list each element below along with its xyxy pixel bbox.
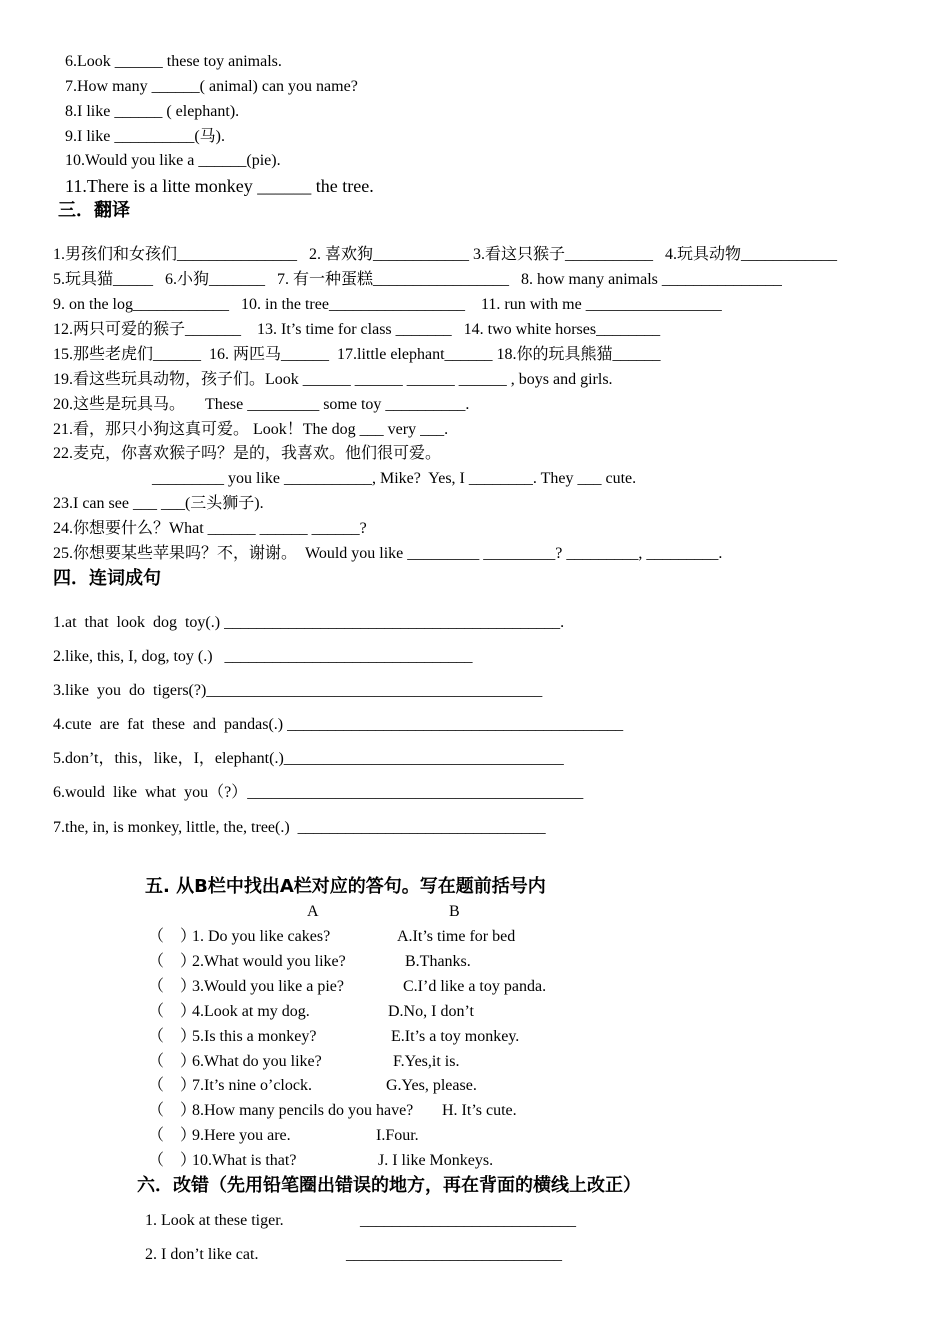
answer-paren[interactable]: （ ） [148, 978, 197, 995]
translate-item: 5.玩具猫_____ 6.小狗_______ 7. 有一种蛋糕_________________ 8. how many animals _______________ [53, 271, 782, 288]
fill-item: 8.I like ______ ( elephant). [65, 103, 240, 120]
answer-b: E.It’s a toy monkey. [391, 1028, 520, 1045]
matching-row [148, 952, 346, 972]
word-order-item: 6.would like what you（?）__________________________________________ [53, 784, 584, 801]
translate-item: 21.看，那只小狗这真可爱。 Look！The dog ___ very ___. [53, 421, 449, 438]
matching-row [148, 1151, 296, 1171]
column-a-header: A [307, 903, 319, 920]
correction-blank[interactable]: ___________________________ [360, 1212, 576, 1229]
question-a: 6.What do you like? [192, 1053, 322, 1070]
answer-paren[interactable]: （ ） [148, 1152, 197, 1169]
word-order-item: 1.at that look dog toy(.) __________________________________________. [53, 614, 565, 631]
question-a: 5.Is this a monkey? [192, 1028, 317, 1045]
fill-item: 10.Would you like a ______(pie). [65, 152, 281, 169]
matching-row [148, 1027, 316, 1047]
answer-paren[interactable]: （ ） [148, 1053, 197, 1070]
answer-b: B.Thanks. [405, 953, 471, 970]
translate-item: 12.两只可爱的猴子_______ 13. It’s time for class _______ 14. two white horses________ [53, 321, 661, 338]
word-order-item: 5.don’t，this，like，I，elephant(.)___________________________________ [53, 750, 564, 767]
answer-b: D.No, I don’t [388, 1003, 474, 1020]
answer-paren[interactable]: （ ） [148, 1102, 197, 1119]
question-a: 4.Look at my dog. [192, 1003, 310, 1020]
translate-item: 1.男孩们和女孩们_______________ 2. 喜欢狗____________ 3.看这只猴子___________ 4.玩具动物____________ [53, 246, 838, 263]
answer-paren[interactable]: （ ） [148, 1077, 197, 1094]
translate-item: 20.这些是玩具马。 These _________ some toy __________. [53, 396, 470, 413]
answer-b: I.Four. [376, 1127, 419, 1144]
translate-item: 9. on the log____________ 10. in the tree_________________ 11. run with me _________________ [53, 296, 722, 313]
fill-item: 11.There is a litte monkey ______ the tree. [65, 176, 374, 196]
answer-b: F.Yes,it is. [393, 1053, 460, 1070]
answer-b: J. I like Monkeys. [378, 1152, 494, 1169]
matching-row [148, 1052, 322, 1072]
word-order-item: 2.like, this, I, dog, toy (.) _______________________________ [53, 648, 473, 665]
correction-item: 1. Look at these tiger. [145, 1212, 284, 1229]
section-title-word-order: 四．连词成句 [53, 568, 161, 589]
answer-paren[interactable]: （ ） [148, 1003, 197, 1020]
column-b-header: B [449, 903, 460, 920]
word-order-item: 7.the, in, is monkey, little, the, tree(.) _______________________________ [53, 819, 546, 836]
matching-row [148, 977, 344, 997]
word-order-item: 3.like you do tigers(?)__________________________________________ [53, 682, 543, 699]
answer-b: G.Yes, please. [386, 1077, 477, 1094]
question-a: 7.It’s nine o’clock. [192, 1077, 312, 1094]
translate-item: _________ you like ___________, Mike? Yes, I ________. They ___ cute. [152, 470, 637, 487]
matching-row [148, 1101, 413, 1121]
word-order-item: 4.cute are fat these and pandas(.) __________________________________________ [53, 716, 624, 733]
answer-paren[interactable]: （ ） [148, 928, 197, 945]
translate-item: 22.麦克，你喜欢猴子吗？是的，我喜欢。他们很可爱。 [53, 445, 442, 462]
correction-blank[interactable]: ___________________________ [346, 1246, 562, 1263]
fill-item: 6.Look ______ these toy animals. [65, 53, 282, 70]
answer-paren[interactable]: （ ） [148, 953, 197, 970]
answer-b: A.It’s time for bed [397, 928, 516, 945]
question-a: 2.What would you like? [192, 953, 346, 970]
fill-item: 9.I like __________(马). [65, 128, 225, 145]
matching-row [148, 1076, 312, 1096]
translate-item: 23.I can see ___ ___(三头狮子). [53, 495, 264, 512]
section-title-translate: 三．翻译 [58, 200, 130, 221]
section-title-correction: 六．改错（先用铅笔圈出错误的地方，再在背面的横线上改正） [137, 1175, 641, 1196]
translate-item: 19.看这些玩具动物，孩子们。Look ______ ______ ______ ______ , boys and girls. [53, 371, 613, 388]
question-a: 8.How many pencils do you have? [192, 1102, 414, 1119]
translate-item: 15.那些老虎们______ 16. 两匹马______ 17.little elephant______ 18.你的玩具熊猫______ [53, 346, 661, 363]
translate-item: 24.你想要什么？What ______ ______ ______? [53, 520, 367, 537]
answer-paren[interactable]: （ ） [148, 1028, 197, 1045]
fill-item: 7.How many ______( animal) can you name? [65, 78, 358, 95]
answer-paren[interactable]: （ ） [148, 1127, 197, 1144]
section-title-matching: 五. 从B栏中找出A栏对应的答句。写在题前括号内 [145, 876, 546, 897]
answer-b: H. It’s cute. [442, 1102, 517, 1119]
answer-b: C.I’d like a toy panda. [403, 978, 547, 995]
matching-row [148, 1126, 291, 1146]
question-a: 3.Would you like a pie? [192, 978, 345, 995]
matching-row [148, 1002, 310, 1022]
question-a: 9.Here you are. [192, 1127, 291, 1144]
question-a: 10.What is that? [192, 1152, 297, 1169]
matching-row [148, 927, 330, 947]
correction-item: 2. I don’t like cat. [145, 1246, 259, 1263]
translate-item: 25.你想要某些苹果吗？不，谢谢。 Would you like _________ _________? _________, _________. [53, 545, 723, 562]
question-a: 1. Do you like cakes? [192, 928, 331, 945]
